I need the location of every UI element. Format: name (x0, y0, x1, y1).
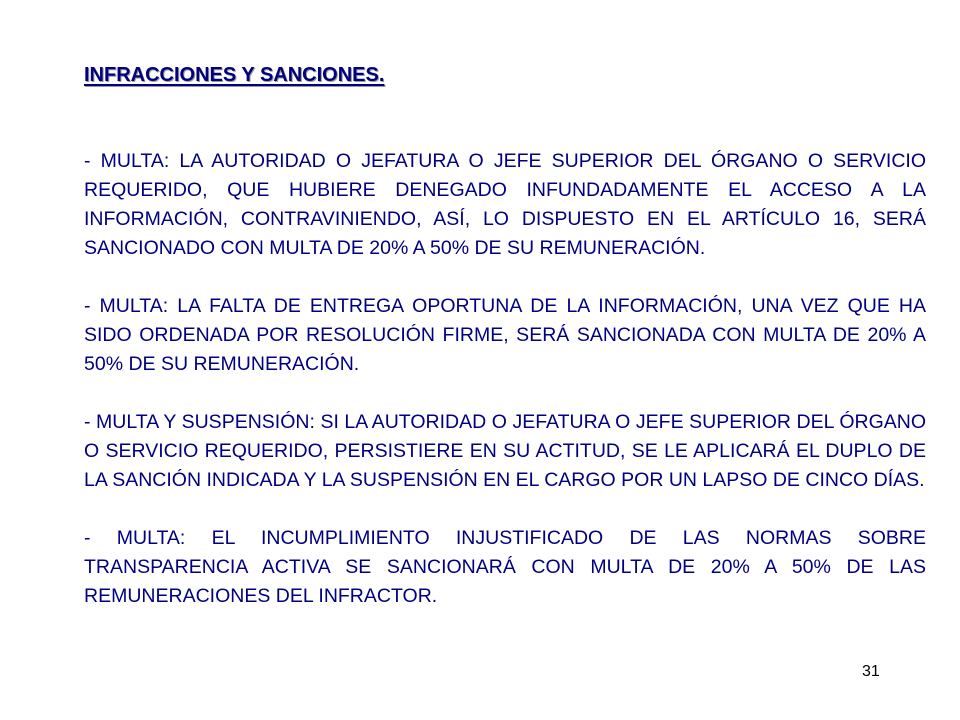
paragraph-spacer (84, 495, 926, 524)
page-number: 31 (862, 663, 880, 680)
paragraph-multa-suspension: - MULTA Y SUSPENSIÓN: SI LA AUTORIDAD O JEFATURA O JEFE SUPERIOR DEL ÓRGANO O SERVICIO REQUERIDO, PERSISTIERE EN SU ACTITUD, SE LE APLICARÁ EL DUPLO DE LA SANCIÓN INDICADA Y LA SUSPENSIÓN EN EL CARGO POR UN LAPSO DE CINCO DÍAS. (84, 411, 926, 491)
paragraph-spacer (84, 379, 926, 408)
paragraph-multa-transparencia: - MULTA: EL INCUMPLIMIENTO INJUSTIFICADO DE LAS NORMAS SOBRE TRANSPARENCIA ACTIVA SE SANCIONARÁ CON MULTA DE 20% A 50% DE LAS REMUNERACIONES DEL INFRACTOR. (84, 527, 926, 607)
slide-title: INFRACCIONES Y SANCIONES. (84, 64, 385, 86)
paragraph-multa-denegacion: - MULTA: LA AUTORIDAD O JEFATURA O JEFE SUPERIOR DEL ÓRGANO O SERVICIO REQUERIDO, QUE HUBIERE DENEGADO INFUNDADAMENTE EL ACCESO A LA INFORMACIÓN, CONTRAVINIENDO, ASÍ, LO DISPUESTO EN EL ARTÍCULO 16, SERÁ SANCIONADO CON MULTA DE 20% A 50% DE SU REMUNERACIÓN. (84, 150, 926, 259)
paragraph-multa-entrega: - MULTA: LA FALTA DE ENTREGA OPORTUNA DE LA INFORMACIÓN, UNA VEZ QUE HA SIDO ORDENADA POR RESOLUCIÓN FIRME, SERÁ SANCIONADA CON MULTA DE 20% A 50% DE SU REMUNERACIÓN. (84, 295, 926, 375)
slide-body (84, 147, 926, 611)
paragraph-spacer (84, 263, 926, 292)
